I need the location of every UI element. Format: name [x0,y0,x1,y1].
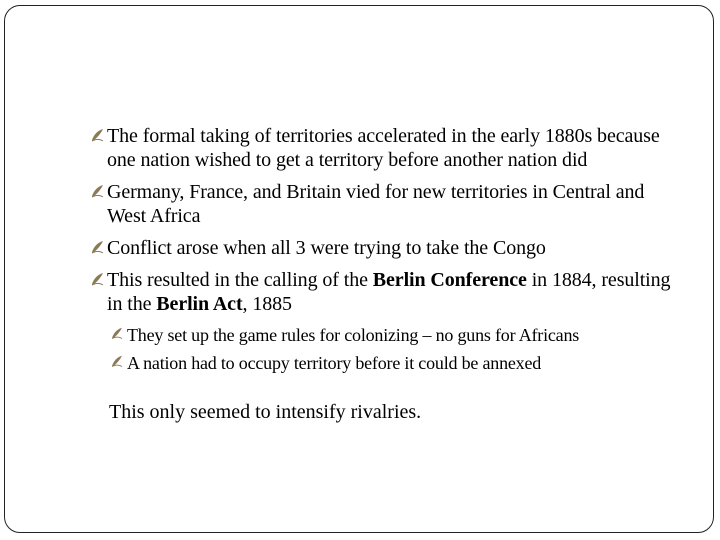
bullet-text-post: , 1885 [242,293,292,315]
scroll-leaf-icon [111,353,123,371]
scroll-leaf-icon [111,325,123,343]
sub-bullet-item [111,352,671,374]
bullet-text: Germany, France, and Britain vied for new territories in Central and West Africa [107,181,645,227]
bullet-item [91,268,671,316]
bullet-text: The formal taking of territories accelerated in the early 1880s because one nation wished to get a territory before another nation did [107,125,660,171]
bullet-item [91,236,671,260]
bullet-text-mid: in 1884, resulting in the [107,269,671,315]
bullet-text-pre: This resulted in the calling of the [107,269,373,291]
slide-frame [4,5,714,533]
scroll-leaf-icon [91,126,104,146]
bullet-text: Conflict arose when all 3 were trying to take the Congo [107,237,546,259]
sub-bullet-text: A nation had to occupy territory before it could be annexed [127,353,542,373]
sub-bullet-item [111,324,671,346]
slide-content [91,124,671,424]
berlin-act-term: Berlin Act [156,293,243,315]
bullet-item [91,124,671,172]
bullet-item [91,180,671,228]
scroll-leaf-icon [91,238,104,258]
scroll-leaf-icon [91,270,104,290]
sub-bullet-text: They set up the game rules for colonizing – no guns for Africans [127,325,580,345]
closing-text: This only seemed to intensify rivalries. [109,401,422,423]
scroll-leaf-icon [91,182,104,202]
berlin-conference-term: Berlin Conference [372,269,527,291]
